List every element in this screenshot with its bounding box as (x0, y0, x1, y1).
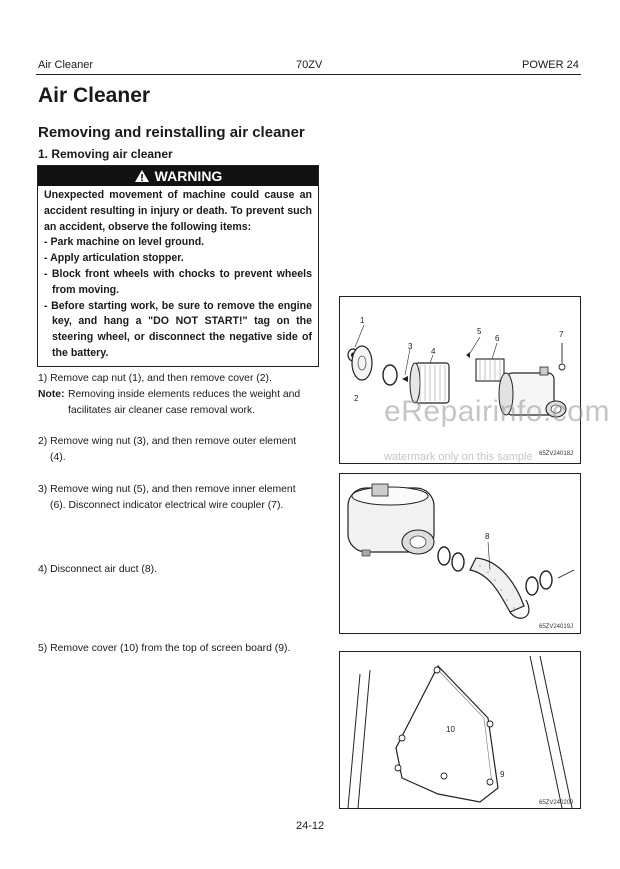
note-label: Note: (38, 389, 65, 400)
figure-code-2: 65ZV24019J (539, 624, 574, 630)
watermark-main: eRepairinfo.com (384, 395, 610, 428)
air-duct-drawing (340, 474, 580, 633)
callout-4: 4 (431, 347, 436, 356)
warning-item: - Before starting work, be sure to remove the engine key, and hang a "DO NOT START!" tag on the steering wheel, or disconnect the negative side of the battery. (44, 299, 312, 359)
figure-air-cleaner-exploded (339, 296, 581, 464)
note-text: Removing inside elements reduces the weight and facilitates air cleaner case removal work. (68, 389, 301, 416)
step-4: 4) Disconnect air duct (8). (38, 564, 157, 575)
warning-heading: WARNING (154, 168, 223, 184)
callout-10: 10 (446, 725, 455, 734)
callout-8: 8 (485, 532, 490, 541)
callout-7: 7 (559, 330, 564, 339)
screen-board-drawing (340, 652, 580, 808)
warning-box (37, 165, 319, 367)
figure-air-duct (339, 473, 581, 634)
step-3 (38, 482, 320, 513)
warning-header (38, 166, 318, 186)
page-title: Air Cleaner (38, 84, 151, 107)
warning-body (38, 186, 318, 362)
header-model: 70ZV (296, 59, 323, 71)
warning-item: - Park machine on level ground. (44, 236, 205, 249)
header-chapter: POWER 24 (522, 59, 579, 71)
warning-item: - Block front wheels with chocks to prevent wheels from moving. (44, 267, 312, 296)
step-2 (38, 434, 320, 465)
callout-5: 5 (477, 327, 482, 336)
header-rule (36, 74, 581, 75)
callout-1: 1 (360, 316, 365, 325)
warning-intro: Unexpected movement of machine could cause an accident resulting in injury or death. To prevent such an accident, observe the following items: (44, 189, 312, 233)
step-5: 5) Remove cover (10) from the top of screen board (9). (38, 643, 291, 654)
figure-code-1: 65ZV24018J (539, 451, 574, 457)
step-1: 1) Remove cap nut (1), and then remove cover (2). (38, 373, 272, 384)
callout-3: 3 (408, 342, 413, 351)
warning-triangle-icon (134, 169, 150, 183)
callout-6: 6 (495, 334, 500, 343)
watermark-sub: watermark only on this sample (384, 451, 533, 463)
step-2-line-1: 2) Remove wing nut (3), and then remove outer element (38, 436, 297, 447)
figure-code-3: 65ZV24020J (539, 800, 574, 806)
step-3-line-1: 3) Remove wing nut (5), and then remove inner element (38, 484, 296, 495)
note (38, 387, 320, 418)
figure-screen-board (339, 651, 581, 809)
page-number: 24-12 (296, 820, 325, 832)
step-3-line-2: (6). Disconnect indicator electrical wire coupler (7). (50, 499, 284, 511)
callout-2: 2 (354, 394, 359, 403)
warning-item: - Apply articulation stopper. (44, 252, 184, 265)
header-section-name: Air Cleaner (38, 59, 94, 71)
section-title: Removing and reinstalling air cleaner (38, 124, 305, 141)
step-2-line-2: (4). (50, 451, 66, 463)
air-cleaner-exploded-drawing (340, 297, 580, 463)
subsection-title: 1. Removing air cleaner (38, 147, 173, 161)
callout-9: 9 (500, 770, 505, 779)
